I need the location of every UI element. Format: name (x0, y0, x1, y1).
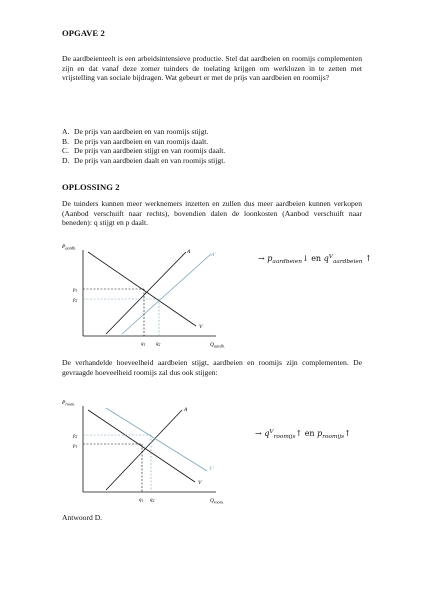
answer-options (62, 127, 225, 165)
explanation-1: De tuinders kunnen meer werknemers inzetten en zullen dus meer aardbeien kunnen verkopen (Aanbod verschuift naar rechts), bovendien dalen de loonkosten (Aanbod verschuift naar beneden): q stijgt en p daalt. (62, 199, 362, 228)
supply-curve (106, 410, 182, 490)
formula-icecream: → $q^V_{roomijs}↑$ en $p_{roomijs}↑$ (255, 429, 351, 440)
supply-label: A (187, 249, 191, 255)
q1-label: $q_1$ (141, 342, 146, 348)
demand-label: V (198, 480, 202, 486)
demand-label: V (199, 324, 203, 330)
p1-label: $p_1$ (73, 444, 78, 450)
icecream-market-graph (58, 396, 238, 508)
supply-label: A (184, 407, 188, 413)
final-answer: Antwoord D. (62, 513, 103, 522)
q2-label: $q_2$ (156, 342, 161, 348)
x-axis-label: $Q_{aardb.}$ (210, 342, 225, 349)
oplossing-title: OPLOSSING 2 (62, 182, 120, 192)
supply-shifted-label: A' (211, 252, 216, 258)
option-b: B. De prijs van aardbeien en van roomijs daalt. (62, 136, 209, 146)
option-a: A. De prijs van aardbeien en van roomijs stijgt. (62, 127, 209, 136)
demand-shifted-label: V' (209, 466, 214, 472)
question-text: De aardbeienteelt is een arbeidsintensieve productie. Stel dat aardbeien en roomijs complementen zijn en dat vanaf deze zomer tuinders de toelating krijgen om werklozen in te zetten met vrijstelling van sociale bijdragen. Wat gebeurt er met de prijs van aardbeien en roomijs? (62, 54, 362, 83)
y-axis-label: $P_{room.}$ (62, 400, 76, 407)
x-axis-label: $Q_{room.}$ (210, 498, 224, 505)
opgave-title: OPGAVE 2 (62, 28, 105, 38)
y-axis-label: $P_{aardb.}$ (62, 244, 77, 251)
option-d: D. De prijs van aardbeien daalt en van roomijs stijgt. (62, 155, 226, 165)
supply-curve (106, 252, 186, 334)
formula-strawberries: → $p_{aardbeien}↓$ en $q^V_{aardbeien}$ ↑ (258, 254, 372, 265)
p2-label: $p_2$ (73, 298, 78, 304)
explanation-2: De verhandelde hoeveelheid aardbeien stijgt, aardbeien en roomijs zijn complementen. De gevraagde hoeveelheid roomijs zal dus ook stijgen: (62, 358, 362, 377)
supply-curve-shifted (122, 254, 211, 334)
option-c: C. De prijs van aardbeien stijgt en van roomijs daalt. (62, 146, 226, 156)
demand-curve (88, 410, 195, 482)
p1-label: $p_1$ (73, 288, 78, 294)
q1-label: $q_1$ (139, 498, 144, 504)
p2-label: $p_2$ (73, 434, 78, 440)
strawberry-market-graph (58, 240, 238, 352)
q2-label: $q_2$ (150, 498, 155, 504)
demand-curve-shifted (106, 408, 207, 471)
